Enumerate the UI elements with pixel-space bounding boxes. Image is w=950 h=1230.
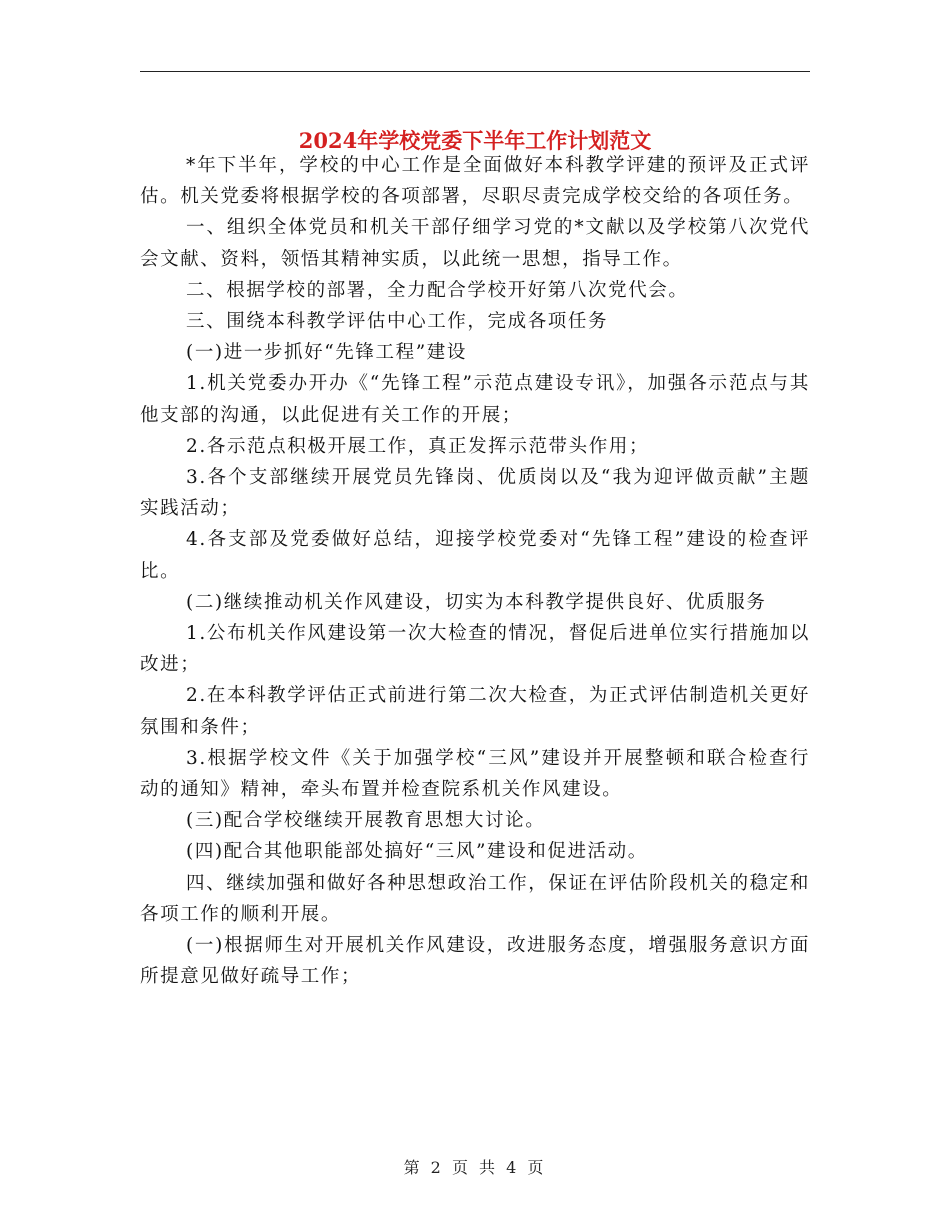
header-rule	[140, 71, 810, 72]
subsection-heading: (三)配合学校继续开展教育思想大讨论。	[186, 810, 546, 832]
subsection-heading: (四)配合其他职能部处搞好“三风”建设和促进活动。	[186, 841, 648, 863]
list-item: 2.在本科教学评估正式前进行第二次大检查，为正式评估制造机关更好氛围和条件；	[140, 685, 810, 738]
list-item: 1.公布机关作风建设第一次大检查的情况，督促后进单位实行措施加以改进；	[140, 623, 810, 676]
subsection-heading: (一)根据师生对开展机关作风建设，改进服务态度，增强服务意识方面所提意见做好疏导工作；	[140, 935, 810, 988]
subsection-heading: (二)继续推动机关作风建设，切实为本科教学提供良好、优质服务	[186, 591, 767, 613]
paragraph: 二、根据学校的部署，全力配合学校开好第八次党代会。	[186, 279, 689, 301]
list-item: 4.各支部及党委做好总结，迎接学校党委对“先锋工程”建设的检查评比。	[140, 529, 810, 582]
list-item: 3.根据学校文件《关于加强学校“三风”建设并开展整顿和联合检查行动的通知》精神，牵头布置并检查院系机关作风建设。	[140, 747, 810, 801]
section-heading: 四、继续加强和做好各种思想政治工作，保证在评估阶段机关的稳定和各项工作的顺利开展。	[140, 872, 810, 925]
document-title: 2024年学校党委下半年工作计划范文	[298, 128, 652, 154]
subsection-heading: (一)进一步抓好“先锋工程”建设	[186, 342, 467, 364]
list-item: 1.机关党委办开办《“先锋工程”示范点建设专讯》，加强各示范点与其他支部的沟通，以此促进有关工作的开展；	[140, 373, 810, 426]
paragraph: *年下半年，学校的中心工作是全面做好本科教学评建的预评及正式评估。机关党委将根据学校的各项部署，尽职尽责完成学校交给的各项任务。	[140, 155, 810, 208]
document-body	[140, 150, 810, 992]
page-number: 第 2 页 共 4 页	[403, 1158, 547, 1177]
list-item: 2.各示范点积极开展工作，真正发挥示范带头作用；	[186, 435, 650, 457]
list-item: 3.各个支部继续开展党员先锋岗、优质岗以及“我为迎评做贡献”主题实践活动；	[140, 467, 810, 520]
paragraph: 一、组织全体党员和机关干部仔细学习党的*文献以及学校第八次党代会文献、资料，领悟其精神实质，以此统一思想，指导工作。	[140, 217, 810, 270]
section-heading: 三、围绕本科教学评估中心工作，完成各项任务	[186, 311, 609, 333]
